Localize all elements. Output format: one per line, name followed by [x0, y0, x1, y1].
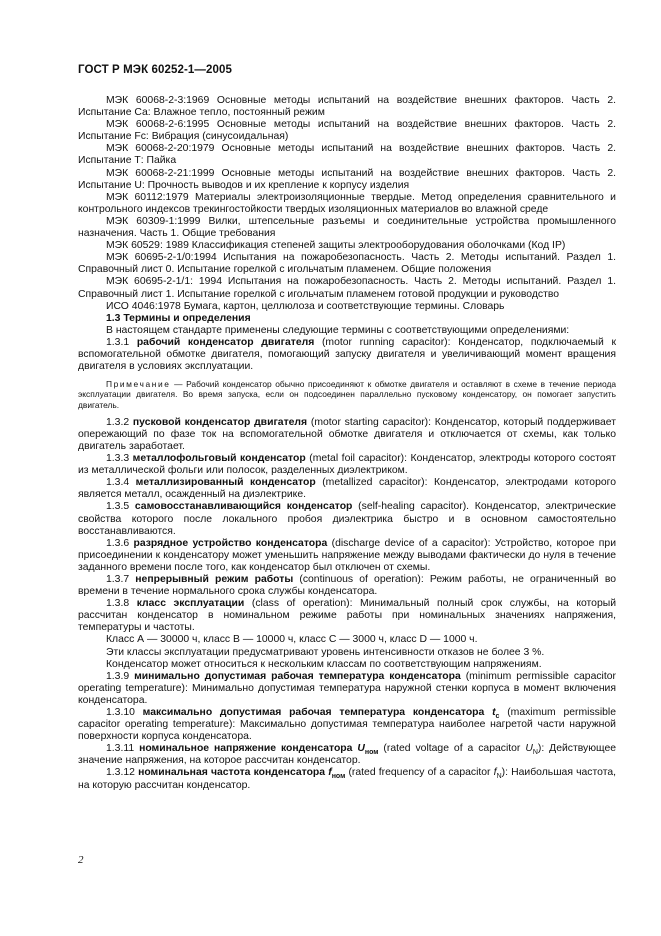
term-text: (metal foil capacitor): Конденсатор, электроды которого состоят из металлической фольги или полосок, разделенных диэлектриком.: [78, 453, 616, 477]
term-text: ): Действующее значение напряжения, на которое рассчитан конденсатор.: [78, 743, 617, 767]
term-name: пусковой конденсатор двигателя: [132, 416, 308, 428]
class-note: Конденсатор может относиться к нескольким классам по соответствующим напряжениям.: [106, 658, 542, 670]
term-number: 1.3.7: [106, 573, 130, 585]
term-text: (discharge device of a capacitor): Устройство, которое при присоединении к конденсатору может уменьшить напряжение между выводами фактически до нуля в течение заданного времени после того, как конденсатор был отключен от схемы.: [78, 537, 617, 573]
term-text: (metallized capacitor): Конденсатор, электродами которого является металл, осажденный на диэлектрике.: [78, 477, 616, 501]
term-number: 1.3.9: [106, 670, 130, 682]
term-text: (class of operation): Минимальный полный срок службы, на который рассчитан конденсатор в номинальном режиме работы при номинальных значениях напряжения, температуры и частоты.: [78, 598, 617, 634]
reference-item: МЭК 60529: 1989 Классификация степеней защиты электрооборудования оболочками (Код IP): [106, 240, 566, 252]
term-symbol-alt-sub: N: [496, 773, 502, 781]
reference-item: МЭК 60068-2-21:1999 Основные методы испытаний на воздействие внешних факторов. Часть 2. Испытание U: Прочность выводов и их крепление к корпусу изделия: [78, 167, 616, 191]
term-symbol-alt: f: [493, 767, 497, 779]
term-definition: [78, 707, 616, 743]
term-definition: [78, 574, 616, 598]
section-intro: В настоящем стандарте применены следующие термины с соответствующими определениями:: [106, 324, 570, 336]
term-name: минимально допустимая рабочая температура конденсатора: [134, 670, 461, 682]
term-number: 1.3.10: [106, 707, 135, 719]
reference-item: МЭК 60309-1:1999 Вилки, штепсельные разъемы и соединительные устройства промышленного назначения. Часть 1. Общие требования: [78, 215, 616, 240]
term-number: 1.3.4: [106, 477, 130, 489]
term-number: 1.3.5: [106, 501, 130, 513]
class-note: Эти классы эксплуатации предусматривают уровень интенсивности отказов не более 3 %.: [106, 646, 545, 658]
term-number: 1.3.3: [106, 453, 130, 465]
term-name: металлизированный конденсатор: [135, 477, 316, 489]
note-label: Примечание: [106, 379, 171, 390]
term-text: (rated voltage of a capacitor: [378, 743, 526, 755]
term-definition: [78, 337, 616, 373]
term-definition: [78, 598, 616, 634]
term-text: (maximum permissible capacitor operating temperature): Максимально допустимая температура наиболее нагретой части наружной поверхности корпуса конденсатора.: [78, 707, 617, 743]
note-text: — Рабочий конденсатор обычно присоединяют к обмотке двигателя и оставляют в схеме в течение периода эксплуатации двигателя. Во время запуска, если он подсоединен параллельно пусковому конденсатору, он помогает запустить двигатель.: [78, 379, 616, 410]
term-symbol-sub: ном: [331, 773, 346, 781]
term-definition: [78, 417, 616, 453]
term-name: самовосстанавливающийся конденсатор: [134, 501, 353, 513]
term-number: 1.3.6: [106, 537, 130, 549]
term-number: 1.3.2: [106, 416, 130, 428]
note: [78, 379, 616, 410]
term-text: (minimum permissible capacitor operating temperature): Минимально допустимая температура наружной стенки корпуса в момент включения конденсатора.: [78, 670, 616, 706]
term-definition: [78, 453, 616, 477]
term-symbol: U: [357, 743, 365, 755]
term-text: (self-healing capacitor). Конденсатор, электрические свойства которого после локального пробоя диэлектрика быстро и в основном самостоятельно восстанавливаются.: [78, 501, 616, 537]
page-number: 2: [78, 854, 84, 866]
term-definition: [78, 538, 616, 574]
term-number: 1.3.8: [106, 598, 130, 610]
term-name: максимально допустимая рабочая температура конденсатора: [142, 707, 485, 719]
reference-item: МЭК 60068-2-3:1969 Основные методы испытаний на воздействие внешних факторов. Часть 2. Испытание Са: Влажное тепло, постоянный режим: [78, 95, 616, 119]
term-definition: [78, 501, 616, 537]
term-number: 1.3.1: [106, 336, 130, 348]
reference-item: МЭК 60695-2-1/1: 1994 Испытания на пожаробезопасность. Часть 2. Методы испытаний. Раздел 1. Справочный лист 1. Испытание горелкой с игольчатым пламенем готовой продукции и руководство: [78, 276, 616, 300]
term-name: класс эксплуатации: [136, 598, 245, 610]
term-text: (motor starting capacitor): Конденсатор, который поддерживает опережающий по фазе ток на вспомогательной обмотке двигателя и отключается от схемы, как только двигатель заработает.: [78, 416, 617, 452]
reference-item: МЭК 60068-2-20:1979 Основные методы испытаний на воздействие внешних факторов. Часть 2. Испытание Т: Пайка: [78, 143, 616, 167]
term-name: непрерывный режим работы: [135, 573, 294, 585]
reference-item: МЭК 60068-2-6:1995 Основные методы испытаний на воздействие внешних факторов. Часть 2. Испытание Fc: Вибрация (синусоидальная): [78, 119, 616, 143]
term-definition: [78, 477, 616, 501]
term-text: (motor running capacitor): Конденсатор, подключаемый к вспомогательной обмотке двигателя, помогающий запуску двигателя и увеличивающий момент вращения двигателя в условиях эксплуатации.: [78, 336, 617, 373]
term-number: 1.3.11: [106, 743, 135, 755]
term-name: металлофольговый конденсатор: [132, 453, 306, 465]
term-text: (rated frequency of a capacitor: [345, 767, 494, 779]
class-list: Класс А — 30000 ч, класс В — 10000 ч, класс С — 3000 ч, класс D — 1000 ч.: [106, 634, 478, 646]
reference-item: МЭК 60112:1979 Материалы электроизоляционные твердые. Метод определения сравнительного и контрольного индексов трекингостойкости твердых изоляционных материалов во влажной среде: [78, 191, 616, 215]
term-text: ): Наибольшая частота, на которую рассчитан конденсатор.: [78, 767, 616, 791]
term-symbol: t: [492, 707, 496, 719]
term-name: номинальное напряжение конденсатора: [139, 743, 353, 755]
document-body: [78, 95, 616, 792]
term-symbol-sub: c: [495, 713, 500, 721]
reference-item: ИСО 4046:1978 Бумага, картон, целлюлоза и соответствующие термины. Словарь: [106, 300, 505, 312]
term-definition: [78, 767, 616, 791]
term-symbol-sub: ном: [364, 749, 379, 757]
document-header: ГОСТ Р МЭК 60252-1—2005: [78, 64, 232, 76]
term-symbol-alt: U: [525, 743, 533, 755]
term-definition: [78, 671, 616, 707]
term-name: номинальная частота конденсатора: [138, 767, 326, 779]
term-name: разрядное устройство конденсатора: [133, 537, 328, 549]
section-heading: 1.3 Термины и определения: [106, 312, 251, 324]
term-name: рабочий конденсатор двигателя: [136, 336, 315, 348]
term-symbol: f: [328, 767, 332, 779]
term-number: 1.3.12: [106, 767, 135, 779]
term-text: (continuous of operation): Режим работы, не ограниченный во времени в течение нормального срока службы конденсатора.: [78, 573, 617, 598]
reference-item: МЭК 60695-2-1/0:1994 Испытания на пожаробезопасность. Часть 2. Методы испытаний. Раздел 1. Справочный лист 0. Испытание горелкой с игольчатым пламенем. Общие положения: [78, 252, 616, 276]
term-symbol-alt-sub: N: [532, 749, 538, 757]
term-definition: [78, 743, 616, 767]
